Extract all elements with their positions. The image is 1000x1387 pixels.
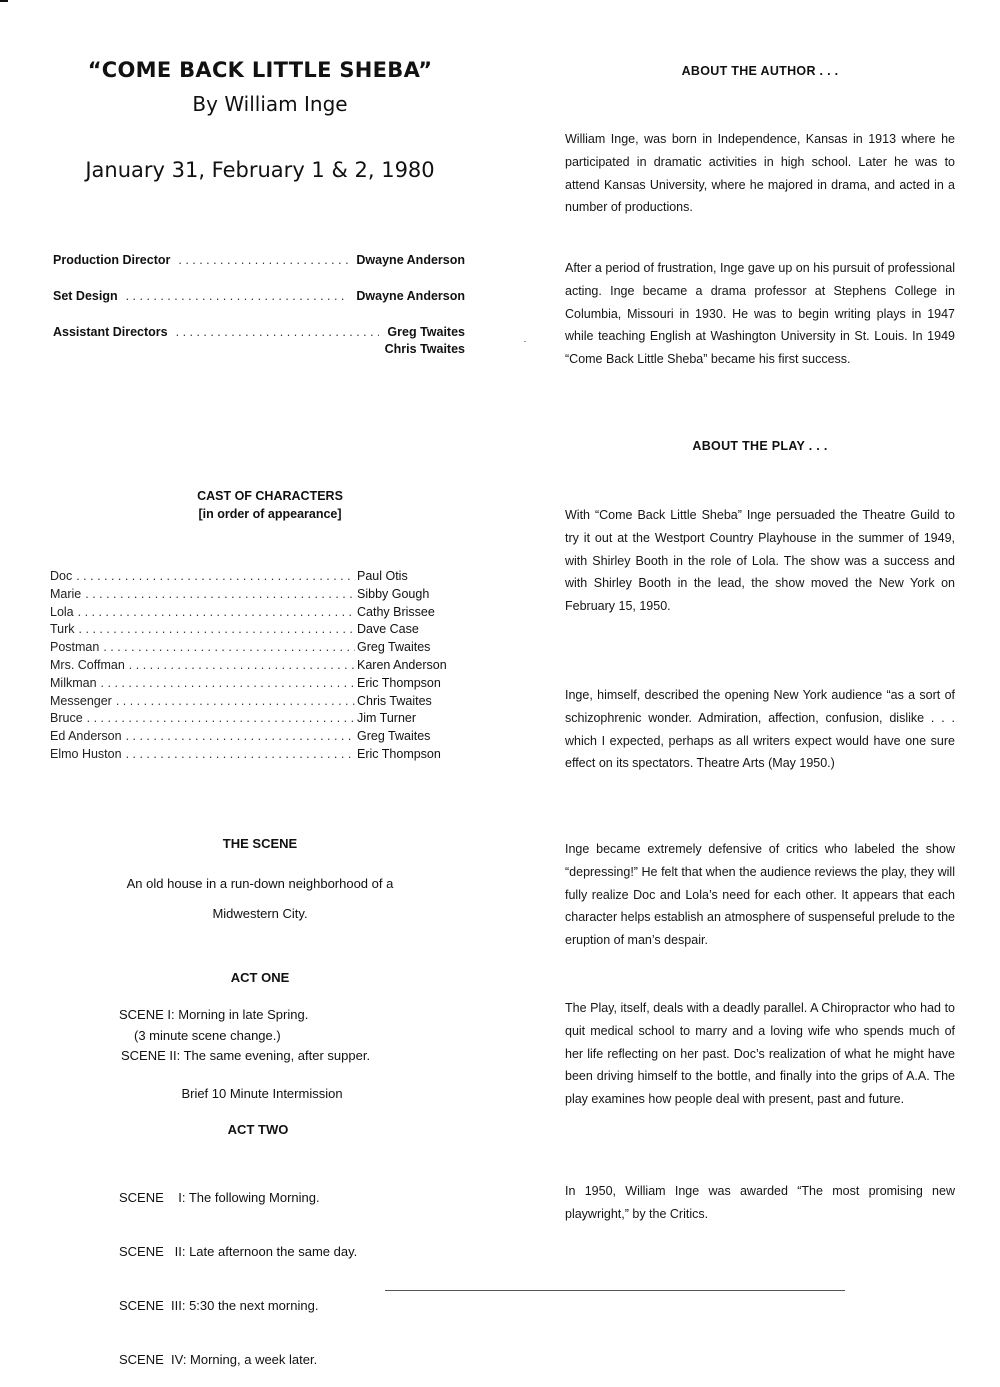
performance-dates: January 31, February 1 & 2, 1980 <box>85 158 435 182</box>
act-two-scene: SCENE III: 5:30 the next morning. <box>119 1298 319 1313</box>
cast-heading-block <box>140 487 400 523</box>
actor-name: Greg Twaites <box>357 729 431 744</box>
leader-dots <box>129 658 355 672</box>
actor-name: Eric Thompson <box>357 746 441 761</box>
cast-subheading: [in order of appearance] <box>198 507 342 521</box>
act-two-scene-list <box>119 1153 357 1387</box>
character-name: Milkman <box>50 675 97 690</box>
act-two-scene: SCENE I: The following Morning. <box>119 1190 320 1205</box>
character-name: Ed Anderson <box>50 729 122 744</box>
act-two-heading: ACT TWO <box>227 1122 289 1137</box>
cast-heading: CAST OF CHARACTERS <box>197 489 343 503</box>
cast-row <box>50 658 465 676</box>
credit-label: Production Director <box>53 253 171 267</box>
actor-name: Jim Turner <box>357 711 417 726</box>
credit-assistant-directors <box>53 324 465 358</box>
cast-row <box>50 676 465 694</box>
cast-row <box>50 569 465 587</box>
cast-row <box>50 640 465 658</box>
scan-speck <box>524 341 526 342</box>
cast-row <box>50 694 465 712</box>
credit-name: Greg Twaites <box>387 325 465 339</box>
leader-dots <box>101 676 355 690</box>
about-author-heading: ABOUT THE AUTHOR . . . <box>681 64 839 78</box>
author-paragraph-2: After a period of frustration, Inge gave up on his pursuit of professional acting. Inge became a drama professor at Stephens College in Columbia, Missouri in 1930. He was to begin writing plays in 1947 while teaching English at Washington University in St. Louis. In 1949 “Come Back Little Sheba” became his first success. <box>565 261 955 367</box>
credit-label: Set Design <box>53 289 118 303</box>
actor-name: Cathy Brissee <box>357 604 435 619</box>
actor-name: Eric Thompson <box>357 675 441 690</box>
character-name: Postman <box>50 640 100 655</box>
play-paragraph-1: With “Come Back Little Sheba” Inge persuaded the Theatre Guild to try it out at the Westport Country Playhouse in the summer of 1949, with Shirley Booth in the role of Lola. The show was a success and with Shirley Booth in the lead, the show moved the New York on February 15, 1950. <box>565 508 955 614</box>
scene-description-line2: Midwestern City. <box>212 906 308 921</box>
character-name: Marie <box>50 586 82 601</box>
cast-row <box>50 605 465 623</box>
credit-name-second: Chris Twaites <box>384 342 465 356</box>
playwright-byline: By William Inge <box>192 92 348 116</box>
scan-corner-mark <box>0 0 8 2</box>
actor-name: Dave Case <box>357 622 419 637</box>
leader-dots <box>126 288 349 305</box>
character-name: Lola <box>50 604 74 619</box>
cast-row <box>50 747 465 765</box>
scene-heading: THE SCENE <box>222 836 298 851</box>
actor-name: Chris Twaites <box>357 693 432 708</box>
leader-dots <box>76 569 355 583</box>
credit-name: Dwayne Anderson <box>356 253 465 267</box>
play-paragraph-3: Inge became extremely defensive of critics who labeled the show “depressing!” He felt that when the audience reviews the play, they will fully realize Doc and Lola’s need for each other. It appears that each character helps establish an atmosphere of suspenseful prelude to the eruption of man’s despair. <box>565 842 955 948</box>
actor-name: Greg Twaites <box>357 640 431 655</box>
leader-dots <box>87 711 355 725</box>
cast-row <box>50 622 465 640</box>
leader-dots <box>176 324 380 341</box>
act-two-scene: SCENE IV: Morning, a week later. <box>119 1352 318 1367</box>
leader-dots <box>126 729 355 743</box>
character-name: Bruce <box>50 711 83 726</box>
about-play-heading: ABOUT THE PLAY . . . <box>692 439 828 453</box>
actor-name: Sibby Gough <box>357 586 430 601</box>
cast-list <box>50 569 465 765</box>
cast-row <box>50 587 465 605</box>
leader-dots <box>78 605 355 619</box>
leader-dots <box>126 747 355 761</box>
leader-dots <box>79 622 355 636</box>
leader-dots <box>85 587 355 601</box>
production-credits <box>53 252 465 377</box>
act-one-heading: ACT ONE <box>230 970 290 985</box>
actor-name: Paul Otis <box>357 569 408 583</box>
credit-name: Dwayne Anderson <box>356 289 465 303</box>
cast-row <box>50 729 465 747</box>
credit-label: Assistant Directors <box>53 325 168 339</box>
act-one-scene-2: SCENE II: The same evening, after supper. <box>121 1048 371 1063</box>
character-name: Turk <box>50 622 75 637</box>
leader-dots <box>116 694 355 708</box>
page-bottom-rule <box>385 1290 845 1291</box>
cast-row <box>50 711 465 729</box>
character-name: Elmo Huston <box>50 746 122 761</box>
play-paragraph-5: In 1950, William Inge was awarded “The most promising new playwright,” by the Critics. <box>565 1184 955 1221</box>
act-one-scene-1: SCENE I: Morning in late Spring. <box>119 1007 309 1022</box>
character-name: Messenger <box>50 693 112 708</box>
scene-description-line1: An old house in a run-down neighborhood of a <box>126 876 394 891</box>
play-title: “COME BACK LITTLE SHEBA” <box>87 58 433 82</box>
play-paragraph-2: Inge, himself, described the opening New York audience “as a sort of schizophrenic wonder. Admiration, affection, confusion, dislike . . . which I expected, perhaps as all writers expect would have one sure effect on its spectators. Theatre Arts (May 1950.) <box>565 688 955 771</box>
credit-production-director <box>53 252 465 269</box>
character-name: Mrs. Coffman <box>50 657 125 672</box>
act-two-scene: SCENE II: Late afternoon the same day. <box>119 1244 358 1259</box>
character-name: Doc <box>50 569 73 583</box>
credit-set-design <box>53 288 465 305</box>
leader-dots <box>103 640 355 654</box>
intermission-note: Brief 10 Minute Intermission <box>181 1086 343 1101</box>
actor-name: Karen Anderson <box>357 657 447 672</box>
author-paragraph-1: William Inge, was born in Independence, Kansas in 1913 where he participated in dramatic activities in high school. Later he was to attend Kansas University, where he majored in drama, and acted in a number of productions. <box>565 132 955 215</box>
leader-dots <box>178 252 348 269</box>
act-one-scene-change: (3 minute scene change.) <box>134 1028 281 1043</box>
play-paragraph-4: The Play, itself, deals with a deadly parallel. A Chiropractor who had to quit medical school to marry and a loving wife who spends much of her life reflecting on her past. Doc’s realization of what he might have been driving himself to the bottle, and finally into the grips of A.A. The play examines how people deal with present, past and future. <box>565 1001 955 1107</box>
